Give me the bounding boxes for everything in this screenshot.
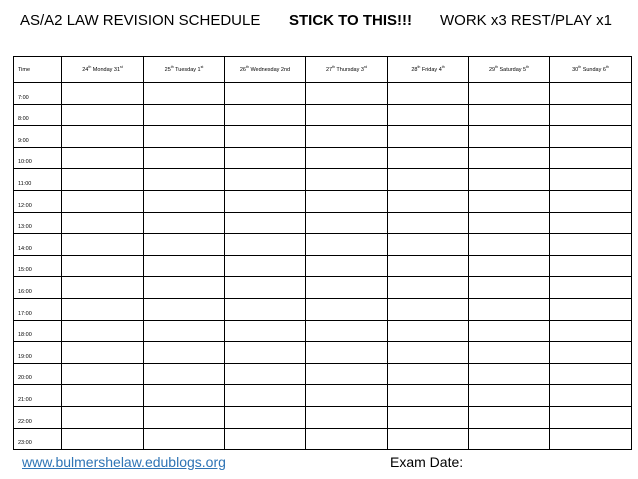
day-name: Wednesday 2nd: [248, 66, 291, 73]
day-column-header: [62, 57, 144, 83]
day-column-header: [225, 57, 306, 83]
time-slot-row: [14, 126, 632, 148]
time-label: 21:00: [14, 385, 62, 407]
day-number-suffix: th: [332, 64, 335, 69]
schedule-cell[interactable]: [62, 212, 144, 234]
schedule-cell[interactable]: [62, 363, 144, 385]
schedule-cell[interactable]: [469, 147, 550, 169]
day-number-suffix: th: [495, 64, 498, 69]
schedule-cell[interactable]: [469, 385, 550, 407]
schedule-cell[interactable]: [306, 428, 388, 450]
schedule-cell[interactable]: [550, 363, 632, 385]
schedule-cell[interactable]: [306, 234, 388, 256]
schedule-cell[interactable]: [62, 83, 144, 105]
time-slot-row: [14, 234, 632, 256]
schedule-cell[interactable]: [306, 342, 388, 364]
schedule-cell[interactable]: [469, 126, 550, 148]
day-name: Tuesday 1: [173, 66, 201, 73]
schedule-cell[interactable]: [550, 126, 632, 148]
day-name: Saturday 5: [497, 66, 527, 73]
schedule-cell[interactable]: [144, 385, 225, 407]
schedule-cell[interactable]: [469, 212, 550, 234]
schedule-cell[interactable]: [225, 406, 306, 428]
date-suffix: rd: [363, 64, 368, 69]
schedule-cell[interactable]: [469, 406, 550, 428]
time-slot-row: [14, 104, 632, 126]
day-name: Monday 31: [91, 66, 121, 73]
schedule-cell[interactable]: [306, 277, 388, 299]
day-number: 27: [325, 66, 333, 73]
day-column-header: [550, 57, 632, 83]
schedule-cell[interactable]: [550, 234, 632, 256]
page-title: AS/A2 LAW REVISION SCHEDULE: [20, 12, 261, 29]
schedule-cell[interactable]: [62, 190, 144, 212]
schedule-cell[interactable]: [62, 406, 144, 428]
schedule-cell[interactable]: [469, 83, 550, 105]
schedule-cell[interactable]: [550, 342, 632, 364]
schedule-cell[interactable]: [469, 428, 550, 450]
time-label: 22:00: [14, 406, 62, 428]
schedule-cell[interactable]: [388, 342, 469, 364]
schedule-cell[interactable]: [469, 234, 550, 256]
header: [0, 12, 638, 34]
day-number: 24: [82, 66, 89, 73]
schedule-cell[interactable]: [388, 255, 469, 277]
schedule-cell[interactable]: [225, 298, 306, 320]
schedule-cell[interactable]: [62, 234, 144, 256]
time-label: 16:00: [14, 277, 62, 299]
schedule-cell[interactable]: [388, 298, 469, 320]
schedule-cell[interactable]: [62, 320, 144, 342]
time-slot-row: [14, 385, 632, 407]
schedule-cell[interactable]: [306, 104, 388, 126]
day-number-suffix: th: [578, 64, 582, 69]
schedule-cell[interactable]: [225, 83, 306, 105]
time-slot-row: [14, 169, 632, 191]
schedule-cell[interactable]: [225, 428, 306, 450]
schedule-cell[interactable]: [550, 428, 632, 450]
schedule-cell[interactable]: [469, 298, 550, 320]
time-label: 17:00: [14, 298, 62, 320]
time-slot-row: [14, 147, 632, 169]
schedule-cell[interactable]: [388, 147, 469, 169]
schedule-cell[interactable]: [144, 298, 225, 320]
schedule-cell[interactable]: [62, 277, 144, 299]
schedule-cell[interactable]: [550, 104, 632, 126]
schedule-cell[interactable]: [225, 104, 306, 126]
time-column-header: Time: [14, 57, 62, 83]
schedule-cell[interactable]: [306, 298, 388, 320]
schedule-cell[interactable]: [550, 385, 632, 407]
schedule-cell[interactable]: [388, 320, 469, 342]
schedule-cell[interactable]: [550, 298, 632, 320]
schedule-cell[interactable]: [388, 363, 469, 385]
schedule-cell[interactable]: [388, 385, 469, 407]
schedule-cell[interactable]: [306, 255, 388, 277]
schedule-cell[interactable]: [306, 363, 388, 385]
schedule-cell[interactable]: [62, 298, 144, 320]
schedule-cell[interactable]: [469, 363, 550, 385]
time-slot-row: [14, 255, 632, 277]
day-number: 29: [488, 66, 496, 73]
day-name: Friday 4: [420, 66, 442, 73]
schedule-cell[interactable]: [469, 104, 550, 126]
schedule-cell[interactable]: [550, 277, 632, 299]
schedule-cell[interactable]: [388, 190, 469, 212]
schedule-cell[interactable]: [550, 320, 632, 342]
schedule-cell[interactable]: [388, 104, 469, 126]
time-slot-row: [14, 83, 632, 105]
time-label: 10:00: [14, 147, 62, 169]
header-row: [14, 57, 632, 83]
schedule-cell[interactable]: [225, 147, 306, 169]
schedule-cell[interactable]: [144, 126, 225, 148]
schedule-cell[interactable]: [550, 147, 632, 169]
schedule-cell[interactable]: [62, 342, 144, 364]
schedule-cell[interactable]: [306, 83, 388, 105]
schedule-cell[interactable]: [144, 147, 225, 169]
schedule-cell[interactable]: [388, 277, 469, 299]
schedule-cell[interactable]: [144, 169, 225, 191]
schedule-cell[interactable]: [62, 169, 144, 191]
day-column-header: [144, 57, 225, 83]
schedule-cell[interactable]: [144, 428, 225, 450]
time-label: 18:00: [14, 320, 62, 342]
date-suffix: th: [526, 64, 530, 69]
time-label: 15:00: [14, 255, 62, 277]
schedule-cell[interactable]: [388, 83, 469, 105]
time-label: 19:00: [14, 342, 62, 364]
schedule-cell[interactable]: [225, 277, 306, 299]
time-label: 23:00: [14, 428, 62, 450]
schedule-cell[interactable]: [144, 320, 225, 342]
schedule-cell[interactable]: [225, 234, 306, 256]
day-number: 25: [164, 66, 171, 73]
schedule-cell[interactable]: [550, 212, 632, 234]
time-slot-row: [14, 277, 632, 299]
schedule-cell[interactable]: [388, 234, 469, 256]
time-label: 14:00: [14, 234, 62, 256]
schedule-cell[interactable]: [225, 190, 306, 212]
schedule-cell[interactable]: [469, 169, 550, 191]
time-label: 11:00: [14, 169, 62, 191]
schedule-cell[interactable]: [388, 212, 469, 234]
schedule-cell[interactable]: [225, 363, 306, 385]
time-label: 20:00: [14, 363, 62, 385]
schedule-cell[interactable]: [550, 255, 632, 277]
time-slot-row: [14, 190, 632, 212]
schedule-cell[interactable]: [225, 385, 306, 407]
blog-link[interactable]: www.bulmershelaw.edublogs.org: [22, 454, 226, 470]
time-slot-row: [14, 406, 632, 428]
day-name: Thursday 3: [334, 66, 364, 73]
date-suffix: th: [441, 64, 445, 69]
schedule-cell[interactable]: [62, 147, 144, 169]
day-column-header: [306, 57, 388, 83]
day-number-suffix: th: [170, 64, 174, 69]
time-label: 12:00: [14, 190, 62, 212]
schedule-body: [14, 83, 632, 450]
time-label: 8:00: [14, 104, 62, 126]
schedule-cell[interactable]: [144, 234, 225, 256]
schedule-cell[interactable]: [225, 169, 306, 191]
schedule-cell[interactable]: [550, 406, 632, 428]
day-number: 26: [239, 66, 246, 73]
day-column-header: [469, 57, 550, 83]
schedule-cell[interactable]: [62, 428, 144, 450]
day-number: 28: [411, 66, 418, 73]
schedule-cell[interactable]: [469, 277, 550, 299]
schedule-cell[interactable]: [469, 255, 550, 277]
schedule-cell[interactable]: [388, 428, 469, 450]
time-label: 7:00: [14, 83, 62, 105]
schedule-cell[interactable]: [469, 320, 550, 342]
schedule-cell[interactable]: [225, 320, 306, 342]
schedule-cell[interactable]: [62, 385, 144, 407]
day-number-suffix: th: [246, 64, 249, 69]
schedule-cell[interactable]: [306, 385, 388, 407]
schedule-cell[interactable]: [469, 190, 550, 212]
day-number-suffix: th: [88, 64, 92, 69]
schedule-cell[interactable]: [550, 169, 632, 191]
date-suffix: st: [200, 64, 204, 69]
schedule-cell[interactable]: [306, 320, 388, 342]
schedule-cell[interactable]: [144, 83, 225, 105]
day-column-header: [388, 57, 469, 83]
schedule-cell[interactable]: [306, 190, 388, 212]
schedule-cell[interactable]: [62, 255, 144, 277]
exam-date-label: Exam Date:: [390, 454, 464, 470]
schedule-cell[interactable]: [306, 169, 388, 191]
revision-schedule-table: [13, 56, 632, 450]
schedule-cell[interactable]: [225, 342, 306, 364]
schedule-cell[interactable]: [306, 406, 388, 428]
time-slot-row: [14, 298, 632, 320]
schedule-cell[interactable]: [144, 190, 225, 212]
date-suffix: st: [120, 64, 123, 69]
schedule-cell[interactable]: [144, 212, 225, 234]
schedule-cell[interactable]: [306, 147, 388, 169]
schedule-cell[interactable]: [62, 126, 144, 148]
schedule-cell[interactable]: [225, 126, 306, 148]
schedule-cell[interactable]: [225, 255, 306, 277]
schedule-cell[interactable]: [550, 190, 632, 212]
date-suffix: th: [605, 64, 609, 69]
schedule-cell[interactable]: [550, 83, 632, 105]
time-slot-row: [14, 320, 632, 342]
schedule-cell[interactable]: [144, 255, 225, 277]
schedule-cell[interactable]: [144, 363, 225, 385]
schedule-cell[interactable]: [388, 126, 469, 148]
time-slot-row: [14, 428, 632, 450]
schedule-cell[interactable]: [388, 169, 469, 191]
day-number-suffix: th: [417, 64, 421, 69]
work-rest-ratio-heading: WORK x3 REST/PLAY x1: [440, 12, 612, 29]
time-label: 9:00: [14, 126, 62, 148]
schedule-cell[interactable]: [62, 104, 144, 126]
schedule-cell[interactable]: [306, 126, 388, 148]
schedule-cell[interactable]: [306, 212, 388, 234]
schedule-cell[interactable]: [144, 104, 225, 126]
schedule-cell[interactable]: [144, 406, 225, 428]
time-slot-row: [14, 363, 632, 385]
day-number: 30: [572, 66, 579, 73]
time-label: 13:00: [14, 212, 62, 234]
time-slot-row: [14, 342, 632, 364]
schedule-cell[interactable]: [225, 212, 306, 234]
schedule-cell[interactable]: [388, 406, 469, 428]
schedule-cell[interactable]: [144, 277, 225, 299]
day-name: Sunday 6: [581, 66, 606, 73]
time-slot-row: [14, 212, 632, 234]
schedule-cell[interactable]: [469, 342, 550, 364]
schedule-cell[interactable]: [144, 342, 225, 364]
stick-to-this-heading: STICK TO THIS!!!: [289, 12, 413, 29]
